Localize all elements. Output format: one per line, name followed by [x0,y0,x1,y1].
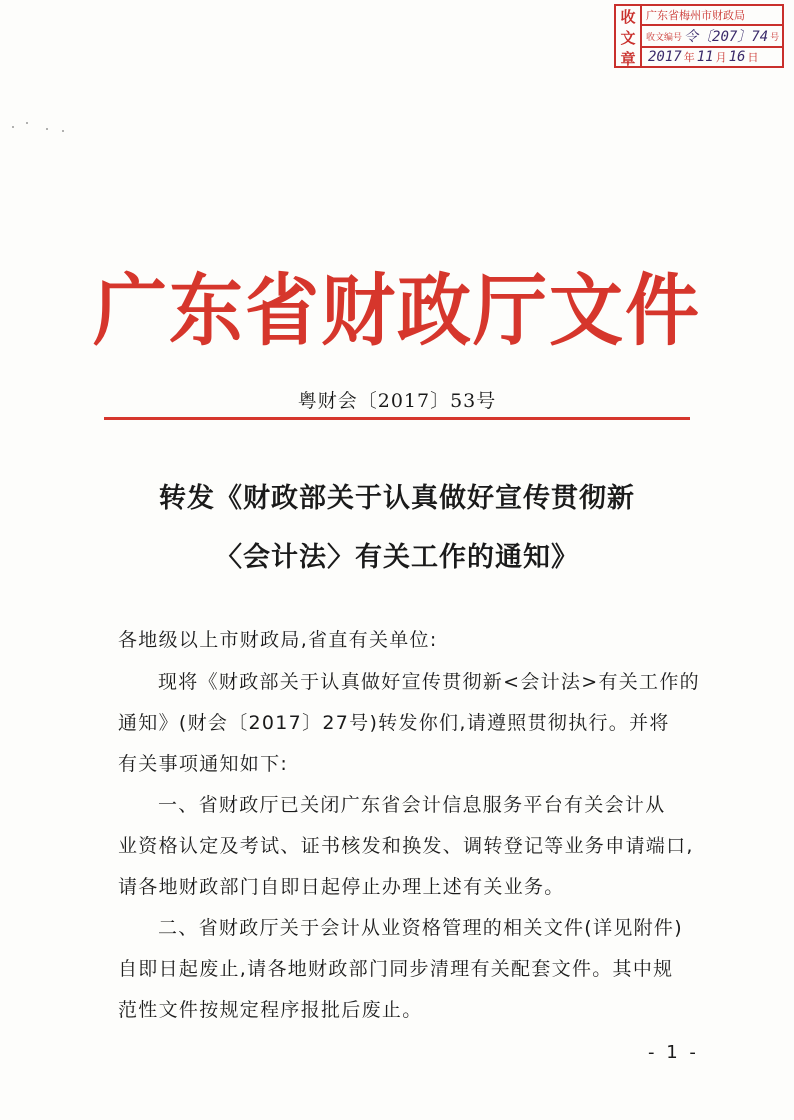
receipt-stamp [614,4,784,68]
page-number: - 1 - [648,1042,699,1063]
stamp-day-unit: 日 [747,51,759,64]
body-line: 请各地财政部门自即日起停止办理上述有关业务。 [118,876,565,898]
stamp-date-month: 11 [696,49,714,65]
document-title-line-2: 〈会计法〉有关工作的通知》 [215,542,579,573]
stamp-year-unit: 年 [683,51,695,64]
body-line: 现将《财政部关于认真做好宣传贯彻新<会计法>有关工作的 [158,671,700,693]
stamp-ref-value: 令〔207〕74 [684,29,769,45]
document-number: 粤财会〔2017〕53号 [297,390,497,412]
body-line: 一、省财政厅已关闭广东省会计信息服务平台有关会计从 [158,794,666,816]
body-line: 通知》(财会〔2017〕27号)转发你们,请遵照贯彻执行。并将 [118,712,670,734]
stamp-ref-row [642,24,782,46]
stamp-side-label [616,6,642,66]
body-line: 自即日起废止,请各地财政部门同步清理有关配套文件。其中规 [118,958,674,980]
stamp-date-day: 16 [728,49,746,65]
stamp-side-char: 章 [620,50,636,68]
body-line: 业资格认定及考试、证书核发和换发、调转登记等业务申请端口, [118,835,694,857]
stamp-ref-prefix: 收文编号 [646,32,683,43]
stamp-side-char: 文 [620,29,636,47]
stamp-ref-suffix: 号 [770,32,780,43]
stamp-side-char: 收 [620,8,636,26]
body-line: 有关事项通知如下: [118,753,289,775]
document-title-line-1: 转发《财政部关于认真做好宣传贯彻新 [159,483,635,514]
body-line: 二、省财政厅关于会计从业资格管理的相关文件(详见附件) [158,917,683,939]
header-divider [104,417,690,420]
stamp-date-year: 2017 [648,49,682,65]
body-line: 范性文件按规定程序报批后废止。 [118,999,423,1021]
salutation: 各地级以上市财政局,省直有关单位: [118,629,438,651]
issuer-title: 广东省财政厅文件 [93,266,701,357]
stamp-month-unit: 月 [715,51,727,64]
stamp-org: 广东省梅州市财政局 [646,9,745,22]
stamp-date-row [642,46,782,66]
stamp-org-row [642,6,782,24]
